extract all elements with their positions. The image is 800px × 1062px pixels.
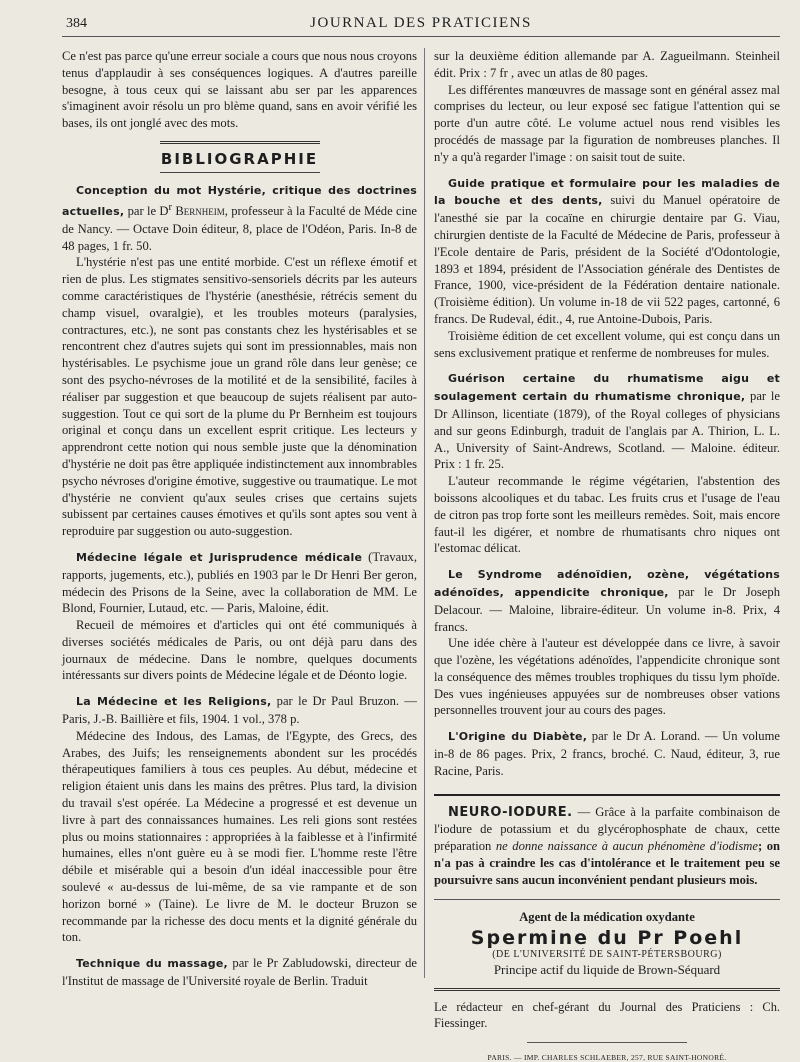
left-column — [62, 48, 424, 989]
editor-line: Le rédacteur en chef-gérant du Journal des Praticiens : Ch. Fiessinger. — [434, 999, 780, 1031]
neuro-iodure-advert: NEURO-IODURE. — Grâce à la parfaite combinaison de l'iodure de potassium et du glycérophosphate de chaux, cette préparation ne donne naissance à aucun phénomène d'iodisme; on n'a pas à craindre les cas d'intolérance et le traitement peu se poursuivre sans aucun inconvénient pendant plusieurs mois. — [434, 804, 780, 887]
entry-title: Technique du massage, — [76, 957, 228, 971]
entry-continuation: sur la deuxième édition allemande par A. Zagueilmann. Steinheil édit. Prix : 7 fr , avec un atlas de 80 pages. — [434, 49, 780, 80]
entry-title: Le Syndrome adénoïdien, ozène, végétations adénoïdes, appendicite chronique, — [434, 568, 780, 599]
entry-review: Médecine des Indous, des Lamas, de l'Egypte, des Grecs, des Arabes, des Juifs; les renseignements abondent sur les procédés thérapeutiques familiers à tous ces peuples. Au début, médecine et religion étaient unis dans les mains des prêtres. Plus tard, la division du travail s'est opérée. La Médecine a progressé et est devenue un livre à part des connaissances humaines. Les reli gions sont restées plus ou moins stationnaires : appropriées à la faiblesse et à l'infirmité humaines, elles n'ont guère eu à se modi fier. L'homme reste l'être débile et misérable qui a besoin d'un idéal inaccessible pour être soulevé « au-dessus de lui-même, de sa vie rampante et de son horizon borné » (Taine). Le livre de M. le docteur Bruzon se recommande par la richesse des docu ments et la dignité générale du ton. — [62, 728, 417, 945]
footer-rule — [434, 988, 780, 991]
advert-subtitle: (DE L'UNIVERSITÉ DE SAINT-PÉTERSBOURG) — [492, 948, 722, 960]
entry-review: L'hystérie n'est pas une entité morbide. C'est un réflexe émotif et rien de plus. Les stigmates sensitivo-sensoriels décrits par les auteurs comme caractéristiques de l'hystérie (anesthésie, rétrécis sement du champ visuel, ovaralgie), et les troubles moteurs (paralysies, contractures, etc.), ne sont pas constants chez les hystérisables et se rencontrent chez d'autres sujets qui sont im pressionnables, mais non hystérisables. Le psychisme joue un grand rôle dans leur genèse; ce sont des psycho-névroses de la motilité et de la sensibilité, faciles à réaliser par suggestion et que beaucoup de sujets réalisent par auto-suggestion. Tout ce qui sort de la plume du Pr Bernheim est toujours original et conçu dans un excellent esprit critique. Les lecteurs y apprendront cette notion qui nous semble juste que la dénomination d'hystérie ne doit pas être appliquée indistinctement aux innombrables psycho névroses d'origine émotive, suggestive ou traumatique. Le mot d'hystérie ne convient qu'aux seules crises que certains sujets subissent par certaines causes émotives et qu'ils sont aptes sou vent à reproduire par suggestion ou auto-suggestion. — [62, 255, 417, 539]
bibliography-entry: Guérison certaine du rhumatisme aigu et soulagement certain du rhumatisme chronique, par le Dr Allinson, licentiate (1879), of the Royal colleges of physicians and sur geons Edinburgh, traduit de l'anglais par A. Thirion, L. L. A., University of Saint-Andrews, Scotland. — Maloine. éditeur. Prix : 1 fr. 25. L'auteur recommande le régime végétarien, l'abstention des boissons alcooliques et du tabac. Les fruits crus et l'usage de l'eau de citron pas trop forte sont les meilleurs remèdes. Soit, mais encore faut-il les digérer, et nombre de rhumatisants chro niques ont l'estomac délicat. — [434, 372, 780, 556]
bibliography-entry: La Médecine et les Religions, par le Dr Paul Bruzon. — Paris, J.-B. Baillière et fils, 1904. 1 vol., 378 p. Médecine des Indous, des Lamas, de l'Egypte, des Grecs, des Arabes, des Juifs; les renseignements abondent sur les procédés thérapeutiques familiers à tous ces peuples. Au début, médecine et religion étaient unis dans les mains des prêtres. Plus tard, la division du travail s'est opérée. La Médecine a progressé et est devenue un livre à part des connaissances humaines. Les reli gions sont restées plus ou moins stationnaires : appropriées à la faiblesse et à l'infirmité humaines, elles n'ont guère eu à se modi fier. L'homme reste l'être débile et misérable qui a besoin d'un idéal inaccessible pour être soulevé « au-dessus de lui-même, de sa vie rampante et de son horizon borné » (Taine). Le livre de M. le docteur Bruzon se recommande par la richesse des docu ments et la dignité générale du ton. — [62, 694, 417, 945]
printer-rule — [527, 1042, 687, 1043]
running-head: JOURNAL DES PRATICIENS — [310, 15, 532, 31]
entry-review: L'auteur recommande le régime végétarien, l'abstention des boissons alcooliques et du tabac. Les fruits crus et l'usage de l'eau de citron pas trop forte sont les meilleurs remèdes. Soit, mais encore faut-il les digérer, et nombre de rhumatisants chro niques ont l'estomac délicat. — [434, 474, 780, 556]
entry-title: La Médecine et les Religions, — [76, 695, 272, 709]
advert-tagline: Agent de la médication oxydante — [519, 909, 695, 924]
page-header — [62, 12, 780, 37]
advert-divider — [434, 899, 780, 900]
two-column-body — [62, 48, 780, 1062]
entry-review: Une idée chère à l'auteur est développée dans ce livre, à savoir que l'ozène, les végétations adénoïdes, l'appendicite chronique sont la conséquence des mêmes troubles trophiques du tissu lym phoïde. Des vues ingénieuses appuyées sur de nombreuses obser vations personnelles trouvent jour au cours des pages. — [434, 636, 780, 718]
advert-rule — [434, 794, 780, 796]
advert-heading: NEURO-IODURE. — [448, 804, 573, 820]
bibliography-entry: Guide pratique et formulaire pour les maladies de la bouche et des dents, suivi du Manuel opératoire de l'anesthé sie par la cocaïne en chirurgie dentaire par G. Viau, chirurgien dentiste de la Faculté de Médecine de Paris, professeur à l'Ecole dentaire de Paris, président de la Société d'Odontologie, 1893 et 1894, président de l'Association générale des Dentistes de France, 1900, vice-président de la Fédération dentaire nationale. (Troisième édition). Un volume in-18 de vii 522 pages, cartonné, 6 francs. De Rudeval, édit., 4, rue Antoine-Dubois, Paris. Troisième édition de cet excellent volume, qui est conçu dans un sens exclusivement pratique et renferme de nombreuses for mules. — [434, 176, 780, 360]
bibliography-entry: Médecine légale et Jurisprudence médicale (Travaux, rapports, jugements, etc.), publiés en 1903 par le Dr Henri Ber geron, médecin des Prisons de la Seine, avec la collaboration de MM. Le Blond, Fournier, Lutaud, etc. — Paris, Maloine, édit. Recueil de mémoires et d'articles qui ont été communiqués à diverses sociétés médicales de Paris, ou ont déjà paru dans des journaux de médecine. Dans le nombre, quelques documents intéressants sur divers points de Médecine légale et de Déonto logie. — [62, 549, 417, 683]
entry-title: Médecine légale et Jurisprudence médicale — [76, 550, 363, 564]
spermine-advert — [434, 910, 780, 978]
advert-description: Principe actif du liquide de Brown-Séquard — [493, 961, 721, 977]
entry-review: Recueil de mémoires et d'articles qui ont été communiqués à diverses sociétés médicales de Paris, ou ont déjà paru dans des journaux de médecine. Dans le nombre, quelques documents intéressants sur divers points de Médecine légale et de Déonto logie. — [62, 618, 417, 683]
entry-review: Troisième édition de cet excellent volume, qui est conçu dans un sens exclusivement pratique et renferme de nombreuses for mules. — [434, 328, 780, 360]
bibliography-entry: Conception du mot Hystérie, critique des doctrines actuelles, par le $D^r$ Bernheim, professeur à la Faculté de Méde cine de Nancy. — Octave Doin éditeur, 8, place de l'Odéon, Paris. In-8 de 48 pages, 1 fr. 50. L'hystérie n'est pas une entité morbide. C'est un réflexe émotif et rien de plus. Les stigmates sensitivo-sensoriels décrits par les auteurs comme caractéristiques de l'hystérie (anesthésie, rétrécis sement du champ visuel, ovaralgie), et les troubles moteurs (paralysies, contractures, etc.), ne sont pas constants chez les hystérisables et se rencontrent chez d'autres sujets qui sont im pressionnables, mais non hystérisables. Le psychisme joue un grand rôle dans leur genèse; ce sont des psycho-névroses de la motilité et de la sensibilité, faciles à réaliser par suggestion et que beaucoup de sujets réalisent par auto-suggestion. Tout ce qui sort de la plume du Pr Bernheim est toujours original et conçu dans un excellent esprit critique. Les lecteurs y apprendront cette notion qui nous semble juste que la dénomination d'hystérie ne doit pas être appliquée indistinctement aux innombrables psycho névroses d'origine émotive, suggestive ou traumatique. Le mot d'hystérie ne convient qu'aux seules crises que certains sujets subissent par certaines causes émotives et qu'ils sont aptes sou vent à reproduire par suggestion ou auto-suggestion. — [62, 183, 417, 539]
intro-paragraph: Ce n'est pas parce qu'une erreur sociale a cours que nous nous croyons tenus d'applaudir à ses conséquences logiques. A d'autres pareille besogne, à tous ceux qui se laissant abu ser par les apparences s'imaginent avoir résolu un pro blème quand, sans en avoir vérifié les bases, ils ont jonglé avec des mots. — [62, 49, 417, 131]
section-rule-top — [160, 141, 320, 144]
advert-product-name: Spermine du Pr Poehl — [470, 926, 744, 949]
entry-title: L'Origine du Diabète, — [448, 730, 588, 744]
section-title: BIBLIOGRAPHIE — [160, 149, 319, 168]
section-rule-bottom — [160, 172, 320, 173]
entry-title: Guérison certaine du rhumatisme aigu et soulagement certain du rhumatisme chronique, — [434, 372, 780, 404]
right-column — [425, 48, 780, 1062]
entry-title: Conception du mot Hystérie, critique des doctrines actuelles, — [62, 183, 417, 218]
bibliography-entry: Technique du massage, par le Pr Zabludowski, directeur de l'Institut de massage de l'Université royale de Berlin. Traduit — [62, 956, 417, 989]
entry-review: Les différentes manœuvres de massage sont en général assez mal comprises du lecteur, ou leur exposé sec fatigue l'attention qui se porte d'un autre côté. Le volume actuel nous rend visibles les procédés de massage par la figuration de nombreuses planches. Il n'y a qu'à regarder l'image : on saisit tout de suite. — [434, 82, 780, 164]
bibliography-entry: Le Syndrome adénoïdien, ozène, végétations adénoïdes, appendicite chronique, par le Dr Joseph Delacour. — Maloine, libraire-éditeur. Un volume in-8. Prix, 4 francs. Une idée chère à l'auteur est développée dans ce livre, à savoir que l'ozène, les végétations adénoïdes, l'appendicite chronique sont la conséquence des mêmes troubles trophiques du tissu lym phoïde. Des vues ingénieuses appuyées sur de nombreuses obser vations personnelles trouvent jour au cours des pages. — [434, 568, 780, 718]
entry-title: Guide pratique et formulaire pour les maladies de la bouche et des dents, — [434, 176, 780, 208]
bibliography-entry: L'Origine du Diabète, par le Dr A. Lorand. — Un volume in-8 de 86 pages. Prix, 2 francs, broché. C. Naud, éditeur, 3, rue Racine, Paris. — [434, 729, 780, 778]
page-number: 384 — [66, 16, 87, 31]
printer-line: PARIS. — IMP. CHARLES SCHLAEBER, 257, RUE SAINT-HONORÉ. — [487, 1053, 727, 1062]
